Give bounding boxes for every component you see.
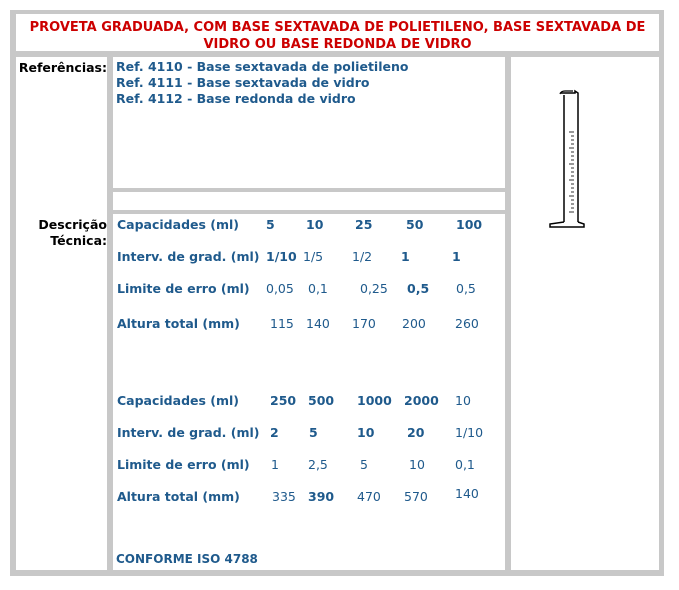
t1-error-label: Limite de erro (ml) [117, 281, 250, 296]
t2-capacity-value: 250 [270, 393, 297, 408]
t1-error-value: 0,5 [407, 281, 430, 296]
t1-error-value: 0,5 [456, 281, 476, 296]
title-cell [16, 14, 659, 51]
t2-error-value: 2,5 [308, 457, 328, 472]
t1-capacity-value: 25 [355, 217, 373, 232]
specs-cell [113, 214, 505, 570]
reference-item-4110: Ref. 4110 - Base sextavada de polietileno [116, 59, 409, 74]
t1-grad-value: 1 [401, 249, 410, 264]
t2-height-value: 140 [455, 486, 479, 501]
t2-capacity-value: 2000 [404, 393, 439, 408]
t1-height-value: 260 [455, 316, 479, 331]
t1-capacities-label: Capacidades (ml) [117, 217, 240, 232]
t2-capacity-value: 10 [455, 393, 471, 408]
description-label-line1: Descrição [38, 217, 107, 232]
spacer-cell [113, 192, 505, 210]
t2-grad-value: 2 [270, 425, 279, 440]
t1-height-label: Altura total (mm) [117, 316, 240, 331]
t1-capacity-value: 5 [266, 217, 275, 232]
t1-capacity-value: 10 [306, 217, 324, 232]
t2-error-label: Limite de erro (ml) [117, 457, 250, 472]
references-cell [113, 57, 505, 188]
t2-capacities-label: Capacidades (ml) [117, 393, 240, 408]
t1-grad-value: 1/10 [266, 249, 297, 264]
t1-grad-value: 1/2 [352, 249, 373, 264]
t2-error-value: 0,1 [455, 457, 475, 472]
image-cell [511, 57, 659, 570]
graduated-cylinder-icon [547, 87, 587, 237]
t1-capacity-value: 100 [456, 217, 483, 232]
page-title: PROVETA GRADUADA, COM BASE SEXTAVADA DE POLIETILENO, BASE SEXTAVADA DE VIDRO OU BASE REDONDA DE VIDRO [29, 20, 646, 52]
t2-error-value: 5 [360, 457, 368, 472]
t2-height-value: 470 [357, 489, 381, 504]
t1-grad-value: 1/5 [303, 249, 324, 264]
references-label: Referências: [18, 60, 107, 75]
t1-height-value: 115 [270, 316, 294, 331]
t2-grad-value: 5 [309, 425, 318, 440]
t2-error-value: 1 [271, 457, 279, 472]
t2-grad-value: 10 [357, 425, 375, 440]
t1-error-value: 0,1 [308, 281, 328, 296]
t1-grad-label: Interv. de grad. (ml) [117, 249, 260, 264]
t1-error-value: 0,05 [266, 281, 294, 296]
t2-capacity-value: 500 [308, 393, 335, 408]
t1-height-value: 170 [352, 316, 376, 331]
t2-error-value: 10 [409, 457, 425, 472]
t2-grad-value: 20 [407, 425, 425, 440]
t2-height-label: Altura total (mm) [117, 489, 240, 504]
t1-error-value: 0,25 [360, 281, 388, 296]
t2-height-value: 335 [272, 489, 296, 504]
label-column [16, 57, 107, 570]
reference-item-4111: Ref. 4111 - Base sextavada de vidro [116, 75, 370, 90]
iso-note: CONFORME ISO 4788 [116, 552, 258, 566]
t2-height-value: 570 [404, 489, 428, 504]
t2-grad-value: 1/10 [455, 425, 484, 440]
t1-height-value: 140 [306, 316, 330, 331]
t1-capacity-value: 50 [406, 217, 424, 232]
description-label-line2: Técnica: [50, 233, 107, 248]
t2-height-value: 390 [308, 489, 335, 504]
t1-height-value: 200 [402, 316, 426, 331]
t2-capacity-value: 1000 [357, 393, 392, 408]
t1-grad-value: 1 [452, 249, 461, 264]
t2-grad-label: Interv. de grad. (ml) [117, 425, 260, 440]
reference-item-4112: Ref. 4112 - Base redonda de vidro [116, 91, 356, 106]
